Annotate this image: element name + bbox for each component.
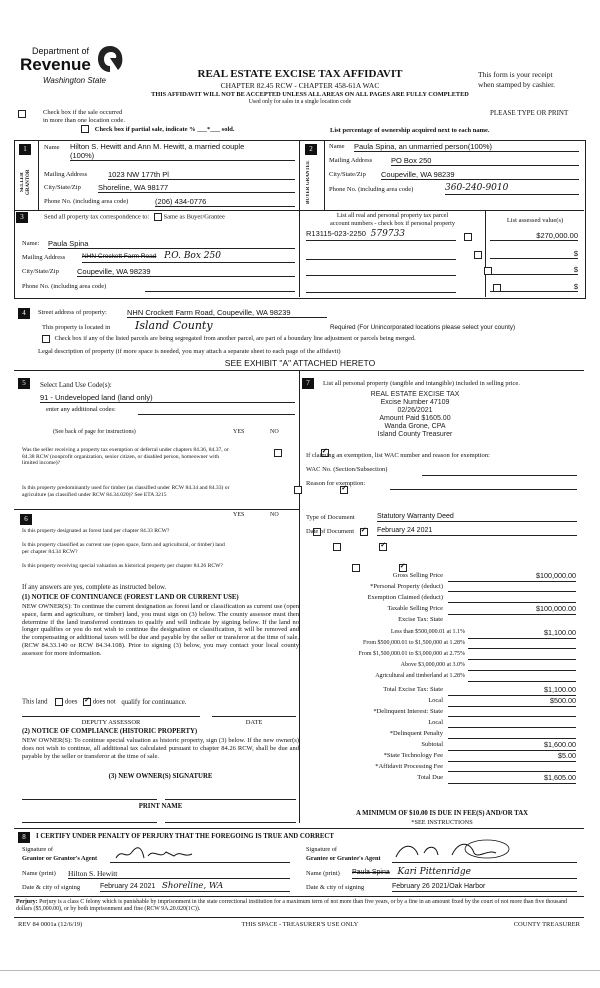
perjury-text: Perjury is a class C felony which is punishable by imprisonment in the state correctional institution for a maximum term of not more than five years, or by a fine in an amount fixed by the court of not more than five thousand dollars ($5,000.00), or by both imprisonment and fine (RCW 9A.20.020(1C)).: [16, 899, 567, 913]
assessed-value-header: List assessed value(s): [506, 217, 564, 224]
tax-corr-address-label: Mailing Address: [22, 254, 66, 261]
buyer-side: [300, 140, 325, 210]
s6q2-no-checkbox[interactable]: [379, 543, 387, 551]
partial-sale-row: [81, 125, 235, 134]
seller-name-pct: (100%): [70, 151, 95, 160]
does-not-checkbox[interactable]: [83, 698, 91, 706]
tax-corr-row: [44, 213, 225, 221]
buyer-name-field[interactable]: Paula Spina, an unmarried person(100%): [354, 142, 579, 152]
partial-sale-checkbox[interactable]: [81, 125, 89, 133]
tax-label: Total Excise Tax: State: [383, 686, 443, 693]
tax-value[interactable]: [448, 708, 576, 717]
seller-name-label: Name: [44, 144, 60, 151]
tax-label: Exemption Claimed (deduct): [367, 594, 443, 601]
parcel-row-1[interactable]: [306, 229, 456, 241]
partial-sale-label: Check box if partial sale, indicate % ___*___ sold.: [94, 126, 235, 133]
stamp-line-3: 02/26/2021: [397, 407, 433, 415]
parcel-row-3[interactable]: [306, 266, 456, 276]
deputy-assessor-signature[interactable]: [22, 712, 200, 717]
assessed-value-4[interactable]: $: [490, 282, 578, 292]
perjury-label: Perjury:: [16, 899, 38, 905]
single-location-note: Used only for sales in a single location code: [248, 99, 352, 105]
section8-top-rule: [14, 828, 584, 829]
deputy-assessor-date[interactable]: [212, 712, 296, 717]
seller-name-row: [44, 143, 60, 152]
seller-side-label: SELLER GRANTOR: [20, 169, 31, 196]
logo-line1: Department of: [32, 46, 90, 56]
section6-question-1: Is this property designated as forest land per chapter 84.33 RCW?: [22, 528, 170, 534]
tax-label: Local: [428, 697, 443, 704]
parties-hdivider: [14, 210, 584, 211]
dor-logo: [20, 42, 130, 92]
grantor-name-label: Name (print): [22, 870, 56, 877]
grantor-name-field[interactable]: Hilton S. Hewitt: [68, 869, 290, 879]
doc-type-field[interactable]: Statutory Warranty Deed: [377, 513, 577, 522]
s6q1-no-checkbox[interactable]: [360, 528, 368, 536]
seller-city-field[interactable]: Shoreline, WA 98177: [98, 183, 295, 193]
qualify-label: qualify for continuance.: [121, 698, 187, 706]
dor-logo-icon: [96, 44, 124, 74]
section6-no-header: NO: [270, 512, 279, 518]
land-use-code-field[interactable]: 91 - Undeveloped land (land only): [40, 393, 295, 403]
grantee-date-label: Date & city of signing: [306, 884, 365, 891]
stamp-line-6: Island County Treasurer: [377, 431, 453, 439]
does-checkbox[interactable]: [55, 698, 63, 706]
grantee-date-field[interactable]: February 26 2021/Oak Harbor: [392, 883, 577, 892]
grantee-signature-scribble: [392, 839, 512, 863]
tax-value[interactable]: [448, 730, 576, 739]
minimum-due-note: A MINIMUM OF $10.00 IS DUE IN FEE(S) AND/OR TAX: [355, 810, 529, 817]
section5-no-header: NO: [270, 429, 279, 435]
additional-codes-field[interactable]: [138, 406, 295, 415]
segregated-row: [42, 335, 416, 343]
tax-label: From $500,000.01 to $1,500,000 at 1.28%: [363, 640, 465, 646]
q1-yes-checkbox[interactable]: [274, 449, 282, 457]
section-4-badge: 4: [18, 308, 30, 319]
same-as-buyer-label: Same as Buyer/Grantee: [163, 213, 225, 221]
assessed-value-2[interactable]: $: [490, 249, 578, 259]
buyer-name-label: Name: [329, 143, 345, 150]
see-instructions-note: *SEE INSTRUCTIONS: [411, 819, 473, 826]
same-as-buyer-checkbox[interactable]: [154, 213, 162, 221]
section-2-badge: 2: [305, 144, 317, 155]
street-label: Street address of property:: [38, 309, 107, 316]
stamp-line-2: Excise Number 47109: [380, 399, 450, 407]
does-label: does: [64, 698, 78, 706]
tax-label: *Delinquent Penalty: [389, 730, 443, 737]
grantor-date: February 24 2021: [100, 883, 156, 890]
tax-corr-city-label: City/State/Zip: [22, 268, 59, 275]
parcel-row-2[interactable]: [306, 250, 456, 260]
segregated-label: Check box if any of the listed parcels are being segregated from another parcel, are part of a boundary line adjustment or parcels being merged.: [54, 335, 416, 343]
footer-top-rule: [14, 896, 584, 897]
grantee-sig-label-1: Signature of: [306, 846, 337, 853]
print-name-1[interactable]: [22, 818, 157, 823]
tax-value[interactable]: [448, 583, 576, 592]
assessed-value-3[interactable]: $: [490, 265, 578, 275]
section6-yes-header: YES: [233, 512, 245, 518]
form-warning: THIS AFFIDAVIT WILL NOT BE ACCEPTED UNLESS ALL AREAS ON ALL PAGES ARE FULLY COMPLETED: [151, 91, 469, 98]
assessed-value-1[interactable]: $270,000.00: [490, 231, 578, 241]
tax-label: *Affidavit Processing Fee: [375, 763, 443, 770]
tax-value[interactable]: $1,605.00: [448, 774, 576, 784]
notice2-body: NEW OWNER(S): To continue special valuation as historic property, sign (3) below. If the new owner(s) does not wish to continue, all additional tax calculated pursuant to chapter 84.26 RCW, shall be due and payable by the seller or transferor at the time of sale.: [22, 737, 299, 760]
grantor-sig-label-1: Signature of: [22, 846, 53, 853]
wac-label: WAC No. (Section/Subsection): [306, 466, 388, 473]
ownership-note: List percentage of ownership acquired next to each name.: [330, 127, 490, 134]
grantor-signature-scribble: [114, 846, 214, 862]
reason-label: Reason for exemption:: [306, 480, 366, 487]
tax-corr-name-label: Name:: [22, 240, 40, 247]
doc-date-label: Date of Document: [306, 528, 355, 535]
multi-location-label-2: in more than one location code.: [43, 117, 125, 124]
county-treasurer-label: COUNTY TREASURER: [513, 921, 580, 928]
grantor-city: Shoreline, WA: [162, 881, 224, 891]
tax-value[interactable]: $100,000.00: [448, 572, 576, 582]
tax-label: Taxable Selling Price: [387, 605, 443, 612]
buyer-address-field[interactable]: PO Box 250: [391, 156, 579, 166]
treasurer-stamp: [350, 391, 480, 439]
stamp-line-4: Amount Paid $1605.00: [379, 415, 451, 423]
buyer-phone-field[interactable]: 360-240-9010: [445, 183, 579, 195]
tax-label: From $1,500,000.01 to $3,000,000 at 2.75%: [358, 651, 465, 657]
exemption-label: If claiming an exemption, list WAC number and reason for exemption:: [306, 452, 490, 459]
parcel-row-4[interactable]: [306, 283, 456, 293]
tax-value[interactable]: [448, 763, 576, 772]
new-owner-signature-1[interactable]: [22, 795, 157, 800]
tax-corr-city-field[interactable]: Coupeville, WA 98239: [77, 267, 295, 277]
land-use-question-1: Was the seller receiving a property tax exemption or deferral under chapters 84.36, 84.37, or 84.38 RCW (nonprofit organization, senior citizen, or disabled person, homeowner with limited income)?: [22, 447, 229, 467]
tax-label: *State Technology Fee: [383, 752, 443, 759]
seller-address-field[interactable]: 1023 NW 177th Pl: [108, 170, 295, 180]
receipt-note-2: when stamped by cashier.: [478, 80, 556, 89]
notice1-body: NEW OWNER(S): To continue the current designation as forest land or classification as current use (open space, farm and agriculture, or timber) land, you must sign on (3) below. The county assessor must then determine if the land transferred continues to qualify and will indicate by signing below. If the land no longer qualifies or you do not wish to continue the designation or classification, it will be removed and the compensating or additional taxes will be due and payable by the seller or transferor at the time of sale. (RCW 84.33.140 or RCW 84.34.108). Prior to signing (3) below, you may contact your local county assessor for more information.: [22, 603, 299, 657]
does-not-label: does not: [92, 698, 116, 706]
tax-value[interactable]: [468, 673, 576, 682]
tax-label: Agricultural and timberland at 1.28%: [375, 673, 465, 679]
parcel-header-2: account numbers - check box if personal property: [329, 220, 456, 227]
logo-line2: Revenue: [20, 55, 91, 74]
reason-field[interactable]: [390, 481, 577, 490]
street-field[interactable]: NHN Crockett Farm Road, Coupeville, WA 98239: [127, 308, 327, 318]
if-yes-note: If any answers are yes, complete as instructed below.: [22, 584, 167, 591]
notice1-title: (1) NOTICE OF CONTINUANCE (FOREST LAND OR CURRENT USE): [22, 594, 239, 601]
personal-property-checkbox-1[interactable]: [464, 233, 472, 241]
tax-value[interactable]: $1,600.00: [448, 741, 576, 751]
section6-question-3: Is this property receiving special valuation as historical property per chapter 84.26 RCW?: [22, 563, 223, 569]
land-use-question-2: Is this property predominantly used for timber (as classified under RCW 84.34 and 84.33) or agriculture (as classified under RCW 84.34.020)? See ETA 3215: [22, 485, 230, 498]
tax-value[interactable]: [468, 640, 576, 649]
grantee-name-handwritten: Kari Pittenridge: [397, 867, 471, 877]
personal-property-checkbox-2[interactable]: [474, 251, 482, 259]
this-land-label: This land: [22, 698, 48, 706]
doc-date-field[interactable]: February 24 2021: [377, 527, 577, 536]
grantee-name-label: Name (print): [306, 870, 340, 877]
legal-label: Legal description of property (if more space is needed, you may attach a separate sheet to each page of the affidavit): [38, 348, 341, 355]
date-label: DATE: [245, 719, 263, 726]
buyer-phone-label: Phone No. (including area code): [329, 186, 414, 193]
continuance-row: [22, 698, 186, 707]
tax-label: *Delinquent Interest: State: [373, 708, 443, 715]
personal-property-label: List all personal property (tangible and intangible) included in selling price.: [323, 380, 520, 387]
section-1-badge: 1: [19, 144, 31, 155]
located-label: This property is located in: [42, 324, 111, 331]
grantor-signature-field[interactable]: [110, 849, 290, 863]
tax-value[interactable]: $100,000.00: [448, 605, 576, 615]
tax-value[interactable]: [448, 594, 576, 603]
doc-type-label: Type of Document: [306, 514, 355, 521]
section-8-badge: 8: [18, 832, 30, 843]
new-owner-signature-label: (3) NEW OWNER(S) SIGNATURE: [108, 773, 213, 780]
seller-phone-label: Phone No. (including area code): [44, 198, 129, 205]
tax-value[interactable]: [468, 651, 576, 660]
new-owner-signature-2[interactable]: [165, 795, 296, 800]
tax-corr-address-handwritten: P.O. Box 250: [164, 251, 221, 261]
land-use-label: Select Land Use Code(s):: [40, 381, 112, 389]
grantee-name-field[interactable]: [352, 867, 577, 879]
tax-corr-phone-label: Phone No. (including area code): [22, 283, 107, 290]
section5-bottom-rule: [14, 509, 299, 510]
grantor-sig-label-2: Grantor or Grantor's Agent: [22, 855, 98, 862]
seller-city-label: City/State/Zip: [44, 184, 81, 191]
deputy-assessor-label: DEPUTY ASSESSOR: [81, 719, 141, 726]
tax-label: Above $3,000,000 at 3.0%: [400, 662, 465, 668]
grantee-signature-field[interactable]: [392, 849, 577, 863]
form-subtitle: CHAPTER 82.45 RCW - CHAPTER 458-61A WAC: [220, 81, 380, 90]
parcel-number-1: R13115-023-2250: [306, 229, 366, 238]
parcel-header-1: List all real and personal property tax parcel: [336, 212, 449, 219]
grantor-date-label: Date & city of signing: [22, 884, 81, 891]
section-7-badge: 7: [302, 378, 314, 389]
section6-question-2: Is this property classified as current use (open space, farm and agricultural, or timber) land per chapter 84.34 RCW?: [22, 542, 225, 555]
tax-value[interactable]: [448, 719, 576, 728]
seller-side: [14, 140, 39, 210]
stamp-line-1: REAL ESTATE EXCISE TAX: [370, 391, 460, 398]
receipt-note-1: This form is your receipt: [478, 70, 553, 79]
grantee-sig-label-2: Grantee or Grantee's Agent: [306, 855, 381, 862]
segregated-checkbox[interactable]: [42, 335, 50, 343]
section-3-badge: 3: [16, 212, 28, 223]
tax-label: Less than $500,000.01 at 1.1%: [390, 629, 465, 635]
buyer-city-label: City/State/Zip: [329, 171, 366, 178]
tax-label: *Personal Property (deduct): [370, 583, 443, 590]
parcel-handwritten-1: 579733: [370, 229, 406, 239]
page-edge-rule: [0, 970, 600, 971]
print-name-label: PRINT NAME: [138, 803, 183, 810]
tax-value[interactable]: $500.00: [448, 697, 576, 707]
buyer-side-label: BUYER GRANTEE: [306, 160, 311, 205]
tax-label: Subtotal: [421, 741, 443, 748]
tax-corr-address-struck: NHN Crockett Farm Road: [82, 253, 157, 260]
seller-name: Hilton S. Hewitt and Ann M. Hewitt, a married couple: [70, 142, 245, 151]
section-5-badge: 5: [18, 378, 30, 389]
notice2-title: (2) NOTICE OF COMPLIANCE (HISTORIC PROPERTY): [22, 728, 198, 735]
print-name-2[interactable]: [165, 818, 296, 823]
tax-label: Local: [428, 719, 443, 726]
please-print: PLEASE TYPE OR PRINT: [490, 109, 569, 117]
tax-label: Gross Selling Price: [392, 572, 443, 579]
wac-field[interactable]: [422, 467, 577, 476]
tax-value[interactable]: $1,100.00: [468, 629, 576, 639]
multi-location-label-1: Check box if the sale occurred: [43, 109, 123, 116]
seller-name-field[interactable]: [70, 142, 295, 161]
q2-yes-checkbox[interactable]: [294, 486, 302, 494]
additional-codes-label: enter any additional codes:: [46, 406, 116, 413]
grantor-date-field[interactable]: [100, 881, 290, 892]
s6q2-yes-checkbox[interactable]: [333, 543, 341, 551]
tax-value[interactable]: [468, 662, 576, 671]
buyer-address-label: Mailing Address: [329, 157, 373, 164]
section5-yes-header: YES: [233, 429, 245, 435]
buyer-city-field[interactable]: Coupeville, WA 98239: [381, 170, 579, 180]
county-required-note: Required (For Unincorporated locations please select your county): [330, 324, 516, 331]
logo-line3: Washington State: [43, 76, 107, 85]
tax-label: Total Due: [417, 774, 443, 781]
stamp-line-5: Wanda Grone, CPA: [384, 423, 446, 431]
tax-corr-address-field[interactable]: [82, 251, 295, 263]
footer-bottom-rule: [14, 917, 584, 918]
form-title: REAL ESTATE EXCISE TAX AFFIDAVIT: [197, 68, 403, 80]
multi-location-row: [18, 110, 26, 118]
form-number: REV 84 0001a (12/6/19): [18, 921, 83, 928]
multi-location-checkbox[interactable]: [18, 110, 26, 118]
tax-label: Excise Tax: State: [398, 616, 443, 623]
instructions-note: (See back of page for instructions): [53, 429, 136, 435]
tax-corr-phone-field[interactable]: [145, 282, 295, 292]
section-6-badge: 6: [20, 514, 32, 525]
legal-description[interactable]: SEE EXHIBIT "A" ATTACHED HERETO: [224, 358, 376, 368]
located-county-field[interactable]: Island County: [135, 319, 213, 332]
grantee-name-struck: Paula Spina: [352, 869, 390, 876]
treasurer-use-label: THIS SPACE - TREASURER'S USE ONLY: [241, 921, 359, 928]
certify-statement: I CERTIFY UNDER PENALTY OF PERJURY THAT THE FOREGOING IS TRUE AND CORRECT: [36, 833, 334, 840]
seller-phone-field[interactable]: (206) 434-0776: [155, 197, 295, 207]
tax-value[interactable]: $5.00: [448, 752, 576, 762]
tax-corr-label: Send all property tax correspondence to:: [44, 213, 150, 221]
seller-address-label: Mailing Address: [44, 171, 88, 178]
tax-value[interactable]: $1,100.00: [448, 686, 576, 696]
perjury-notice: [16, 899, 582, 913]
tax-corr-name-field[interactable]: Paula Spina: [48, 239, 295, 249]
